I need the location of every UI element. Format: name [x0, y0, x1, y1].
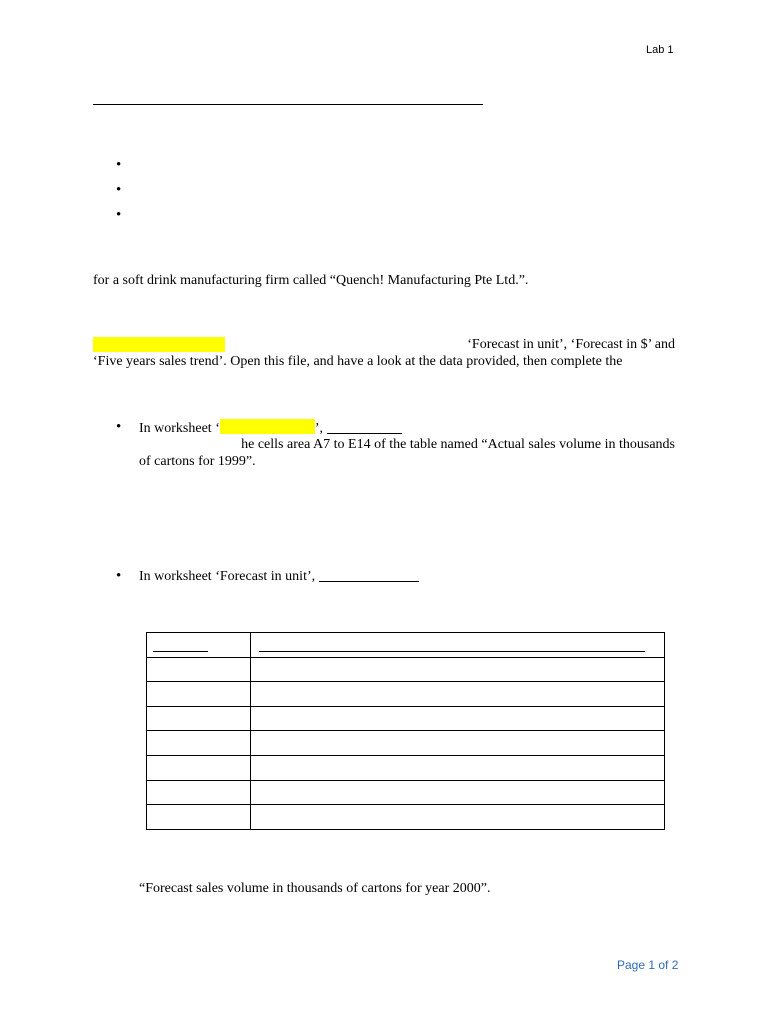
blank-table — [146, 632, 665, 830]
highlight-worksheet-name — [220, 419, 315, 434]
table-cell-left — [147, 755, 251, 780]
intro-paragraph: for a soft drink manufacturing firm called “Quench! Manufacturing Pte Ltd.”. — [93, 273, 529, 288]
header-blank-line — [153, 651, 208, 652]
bullet-3: • — [116, 207, 122, 223]
table-cell-right — [251, 633, 665, 658]
table-cell-left — [147, 805, 251, 830]
bullet-2: • — [116, 182, 122, 198]
header-blank-line — [259, 651, 645, 652]
task1-blank — [327, 421, 402, 434]
table-row — [147, 755, 665, 780]
task1-line2: he cells area A7 to E14 of the table named “Actual sales volume in thousands — [241, 437, 675, 452]
table-cell-right — [251, 805, 665, 830]
table-row — [147, 706, 665, 731]
table-caption: “Forecast sales volume in thousands of cartons for year 2000”. — [139, 881, 491, 896]
table-cell-left — [147, 731, 251, 756]
task2-text: In worksheet ‘Forecast in unit’, — [139, 569, 319, 584]
task2-line — [139, 568, 419, 585]
table-row — [147, 780, 665, 805]
table-cell-left — [147, 657, 251, 682]
table-cell-right — [251, 706, 665, 731]
highlight-filename — [93, 337, 225, 352]
task2-blank — [319, 569, 419, 582]
table-cell-right — [251, 780, 665, 805]
task1-suffix: ’, — [314, 421, 327, 436]
task1-prefix: In worksheet ‘ — [139, 421, 220, 436]
table-row — [147, 657, 665, 682]
task1-line3: of cartons for 1999”. — [139, 454, 256, 469]
table-header-row — [147, 633, 665, 658]
table-cell-left — [147, 682, 251, 707]
task1-line1 — [139, 419, 402, 437]
page-number: Page 1 of 2 — [617, 958, 679, 972]
bullet-1: • — [116, 157, 122, 173]
task1-bullet: • — [116, 419, 122, 435]
table-row — [147, 731, 665, 756]
table-cell-left — [147, 706, 251, 731]
table-cell-left — [147, 633, 251, 658]
table-row — [147, 805, 665, 830]
task2-bullet: • — [116, 568, 122, 584]
table-cell-right — [251, 731, 665, 756]
files-paragraph-line1: ‘Forecast in unit’, ‘Forecast in $’ and — [467, 337, 675, 352]
table-cell-right — [251, 755, 665, 780]
table-cell-left — [147, 780, 251, 805]
table-row — [147, 682, 665, 707]
table-cell-right — [251, 657, 665, 682]
table-cell-right — [251, 682, 665, 707]
title-blank-line — [93, 104, 483, 105]
page-header: Lab 1 — [646, 44, 674, 56]
files-paragraph-line2: ‘Five years sales trend’. Open this file, and have a look at the data provided, then complete the — [93, 354, 623, 369]
